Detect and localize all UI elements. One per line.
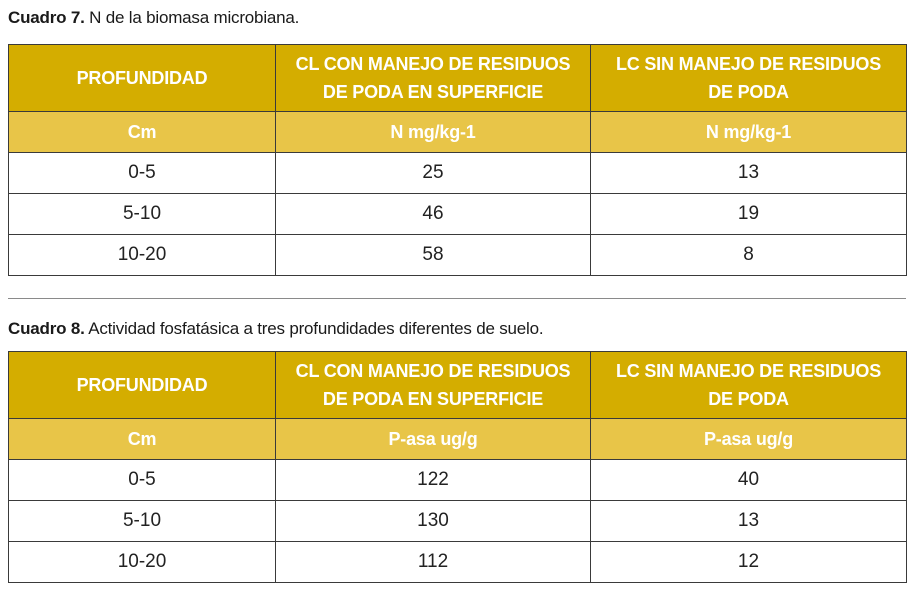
table-row (9, 153, 907, 194)
table-cell-cl: 130 (276, 501, 591, 542)
table-cell-cl: 122 (276, 460, 591, 501)
table-8-unit-row (9, 419, 907, 460)
table-cell-depth: 5-10 (9, 194, 276, 235)
table-cell-lc: 19 (591, 194, 907, 235)
table-row (9, 194, 907, 235)
table-cell-cl: 112 (276, 542, 591, 583)
table-8-header-lc: LC SIN MANEJO DE RESIDUOS DE PODA (591, 352, 907, 419)
table-cell-cl: 46 (276, 194, 591, 235)
table-cell-depth: 5-10 (9, 501, 276, 542)
table-row (9, 542, 907, 583)
table-cell-cl: 25 (276, 153, 591, 194)
table-7-unit-lc: N mg/kg-1 (591, 112, 907, 153)
table-8-header-depth: PROFUNDIDAD (9, 352, 276, 419)
table-8-unit-depth: Cm (9, 419, 276, 460)
table-8-label: Cuadro 8. (8, 319, 85, 338)
table-8-caption (8, 319, 543, 339)
table-8-unit-cl: P-asa ug/g (276, 419, 591, 460)
table-7-title: N de la biomasa microbiana. (89, 8, 300, 27)
table-cell-lc: 13 (591, 153, 907, 194)
table-7-header-lc: LC SIN MANEJO DE RESIDUOS DE PODA (591, 45, 907, 112)
table-cell-depth: 0-5 (9, 153, 276, 194)
table-7-caption (8, 8, 299, 28)
table-7-label: Cuadro 7. (8, 8, 85, 27)
table-cell-lc: 8 (591, 235, 907, 276)
table-7-unit-cl: N mg/kg-1 (276, 112, 591, 153)
table-7-header-row (9, 45, 907, 112)
table-7-header-depth: PROFUNDIDAD (9, 45, 276, 112)
section-divider (8, 298, 906, 299)
table-cell-cl: 58 (276, 235, 591, 276)
table-row (9, 460, 907, 501)
table-row (9, 501, 907, 542)
table-cell-lc: 12 (591, 542, 907, 583)
table-8 (8, 351, 907, 583)
table-8-header-row (9, 352, 907, 419)
table-cell-depth: 10-20 (9, 542, 276, 583)
table-row (9, 235, 907, 276)
table-7-unit-depth: Cm (9, 112, 276, 153)
table-8-unit-lc: P-asa ug/g (591, 419, 907, 460)
table-7-header-cl: CL CON MANEJO DE RESIDUOS DE PODA EN SUPERFICIE (276, 45, 591, 112)
table-7 (8, 44, 907, 276)
table-cell-lc: 40 (591, 460, 907, 501)
table-7-unit-row (9, 112, 907, 153)
table-8-header-cl: CL CON MANEJO DE RESIDUOS DE PODA EN SUPERFICIE (276, 352, 591, 419)
table-cell-depth: 10-20 (9, 235, 276, 276)
table-cell-depth: 0-5 (9, 460, 276, 501)
table-cell-lc: 13 (591, 501, 907, 542)
table-8-title: Actividad fosfatásica a tres profundidades diferentes de suelo. (88, 319, 544, 338)
